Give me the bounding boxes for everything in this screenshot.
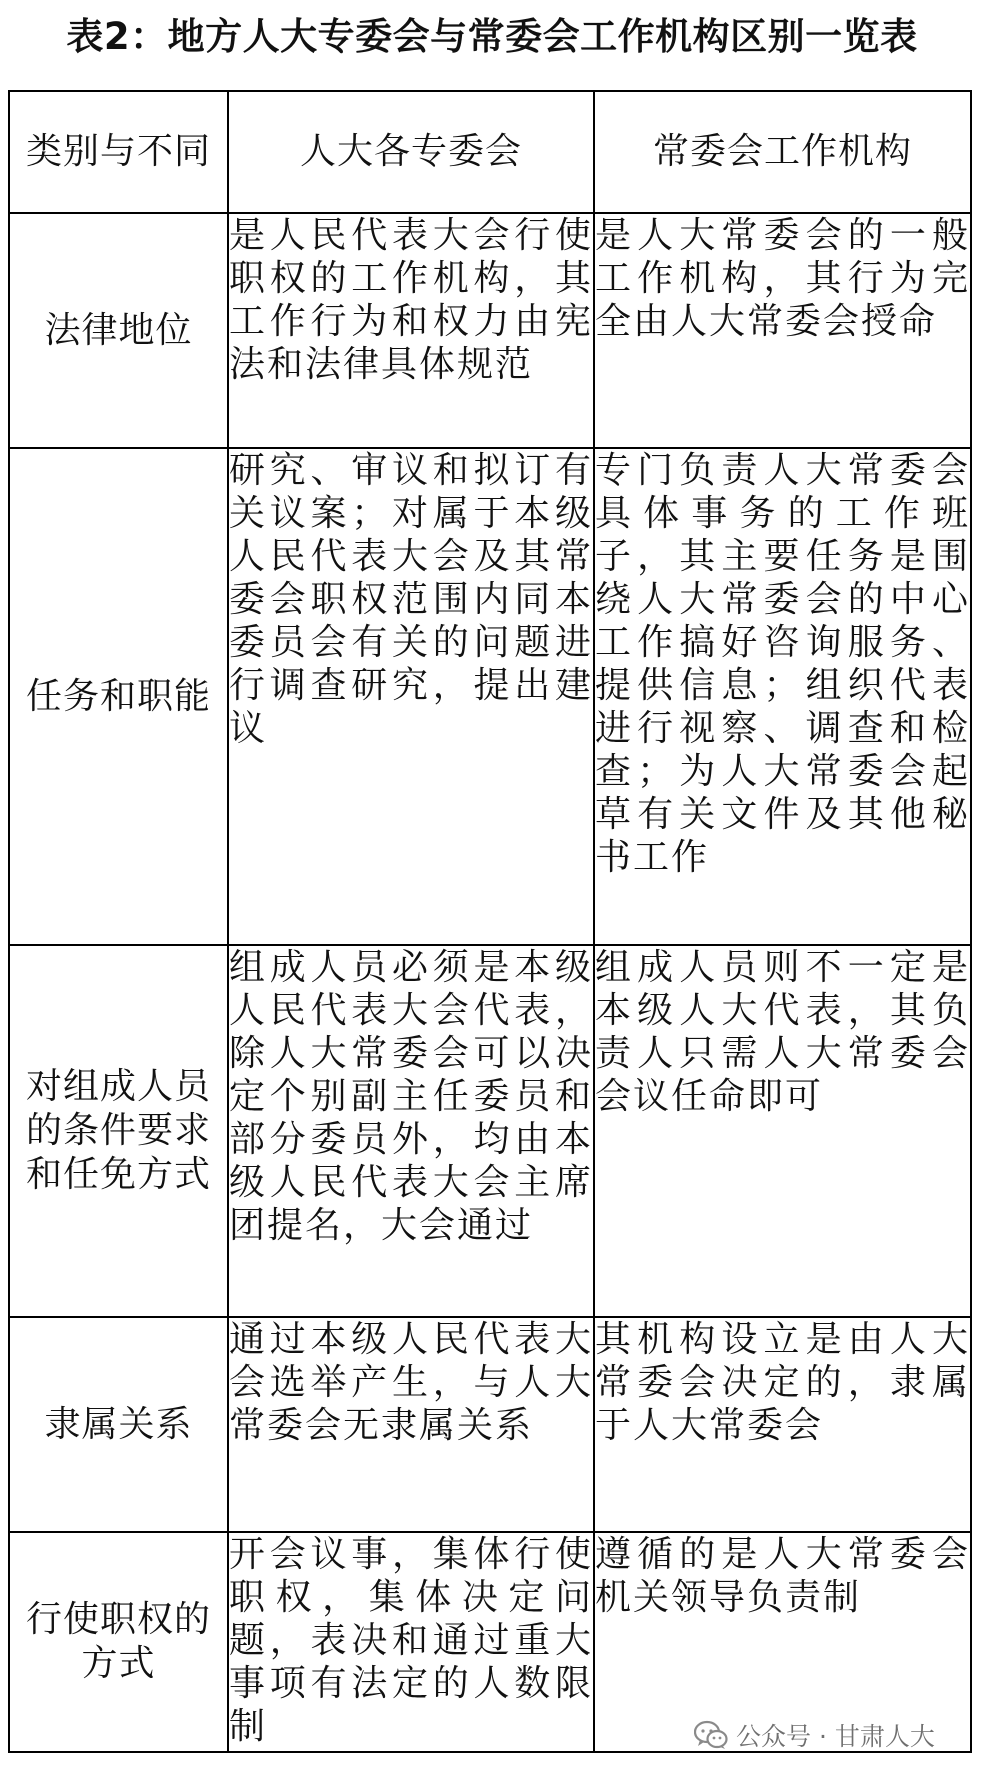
table-header-row [9,91,971,213]
header-standing-committee-offices: 常委会工作机构 [594,91,971,213]
row-category: 法律地位 [9,213,228,448]
watermark-text: 公众号 · 甘肃人大 [736,1722,935,1751]
header-special-committees: 人大各专委会 [228,91,594,213]
office-cell: 遵循的是人大常委会机关领导负责制 [594,1532,971,1752]
committee-cell: 组成人员必须是本级人民代表大会代表，除人大常委会可以决定个别副主任委员和部分委员外，均由本级人民代表大会主席团提名，大会通过 [228,945,594,1317]
row-category: 隶属关系 [9,1317,228,1532]
committee-cell: 是人民代表大会行使职权的工作机构，其工作行为和权力由宪法和法律具体规范 [228,213,594,448]
wechat-icon [694,1720,728,1750]
comparison-table [8,90,972,1753]
committee-cell: 研究、审议和拟订有关议案；对属于本级人民代表大会及其常委会职权范围内同本委员会有关的问题进行调查研究，提出建议 [228,448,594,945]
row-category: 行使职权的方式 [9,1532,228,1752]
committee-cell: 通过本级人民代表大会选举产生，与人大常委会无隶属关系 [228,1317,594,1532]
table-row [9,1317,971,1532]
committee-cell: 开会议事，集体行使职权，集体决定问题，表决和通过重大事项有法定的人数限制 [228,1532,594,1752]
row-category: 对组成人员的条件要求和任免方式 [9,945,228,1317]
office-cell: 专门负责人大常委会具体事务的工作班子，其主要任务是围绕人大常委会的中心工作搞好咨询服务、提供信息；组织代表进行视察、调查和检查；为人大常委会起草有关文件及其他秘书工作 [594,448,971,945]
table-row [9,213,971,448]
header-category: 类别与不同 [9,91,228,213]
office-cell: 组成人员则不一定是本级人大代表，其负责人只需人大常委会会议任命即可 [594,945,971,1317]
office-cell: 其机构设立是由人大常委会决定的，隶属于人大常委会 [594,1317,971,1532]
watermark [694,1718,935,1752]
page-title: 表2：地方人大专委会与常委会工作机构区别一览表 [66,15,918,58]
table-row [9,448,971,945]
row-category: 任务和职能 [9,448,228,945]
office-cell: 是人大常委会的一般工作机构，其行为完全由人大常委会授命 [594,213,971,448]
table-row [9,945,971,1317]
